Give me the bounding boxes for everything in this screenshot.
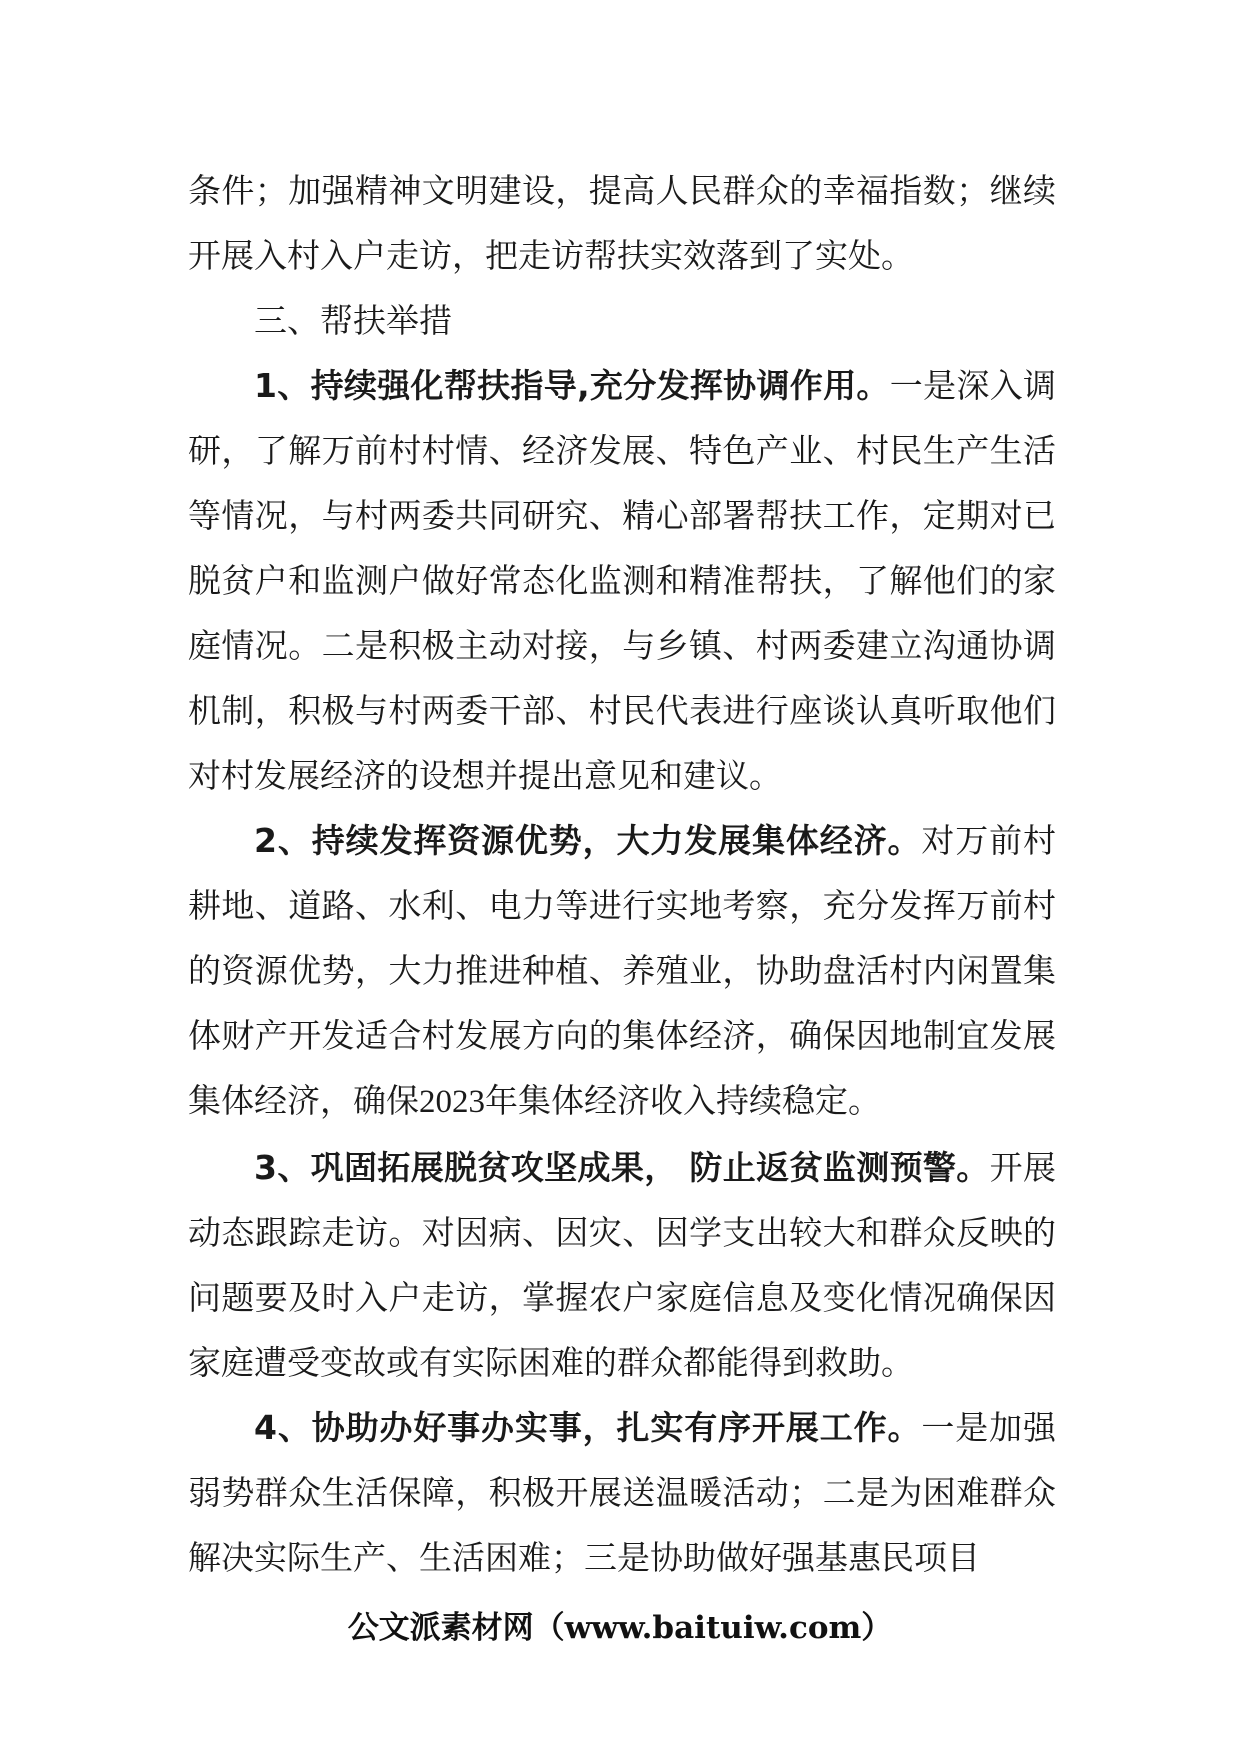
measure-year: 2023 <box>419 1084 485 1120</box>
measure-paragraph-2 <box>188 808 1056 1135</box>
measure-text-3: 开展动态跟踪走访。对因病、因灾、因学支出较大和群众反映的问题要及时入户走访，掌握农户家庭信息及变化情况确保因家庭遭受变故或有实际困难的群众都能得到救助。 <box>188 1148 1057 1382</box>
measure-heading-4: 4、协助办好事办实事，扎实有序开展工作。 <box>254 1408 922 1447</box>
paragraph-continuation <box>188 158 1056 288</box>
measure-heading-2: 2、持续发挥资源优势，大力发展集体经济。 <box>254 821 922 860</box>
measure-heading-1: 1、持续强化帮扶指导,充分发挥协调作用。 <box>254 366 890 405</box>
watermark-footer: 公文派素材网（www.baituiw.com） <box>347 1610 893 1646</box>
measure-text-4: 一是加强弱势群众生活保障，积极开展送温暖活动；二是为困难群众解决实际生产、生活困难；三是协助做好强基惠民项目 <box>188 1408 1057 1577</box>
document-body <box>188 158 1056 1590</box>
section-heading-text: 三、帮扶举措 <box>254 301 452 340</box>
measure-text-2b: 年集体经济收入持续稳定。 <box>485 1081 881 1120</box>
measure-heading-3: 3、巩固拓展脱贫攻坚成果， 防止返贫监测预警。 <box>254 1148 990 1187</box>
measure-paragraph-3 <box>188 1135 1056 1395</box>
measure-paragraph-1 <box>188 353 1056 808</box>
measure-text-1: 一是深入调研，了解万前村村情、经济发展、特色产业、村民生产生活等情况，与村两委共同研究、精心部署帮扶工作，定期对已脱贫户和监测户做好常态化监测和精准帮扶，了解他们的家庭情况。二是积极主动对接，与乡镇、村两委建立沟通协调机制，积极与村两委干部、村民代表进行座谈认真听取他们对村发展经济的设想并提出意见和建议。 <box>188 366 1056 795</box>
measure-text-2a: 对万前村耕地、道路、水利、电力等进行实地考察，充分发挥万前村的资源优势，大力推进种植、养殖业，协助盘活村内闲置集体财产开发适合村发展方向的集体经济，确保因地制宜发展集体经济，确保 <box>188 821 1057 1120</box>
section-heading <box>188 288 1056 353</box>
paragraph-text: 条件；加强精神文明建设，提高人民群众的幸福指数；继续开展入村入户走访，把走访帮扶实效落到了实处。 <box>188 171 1056 275</box>
measure-paragraph-4 <box>188 1395 1056 1590</box>
